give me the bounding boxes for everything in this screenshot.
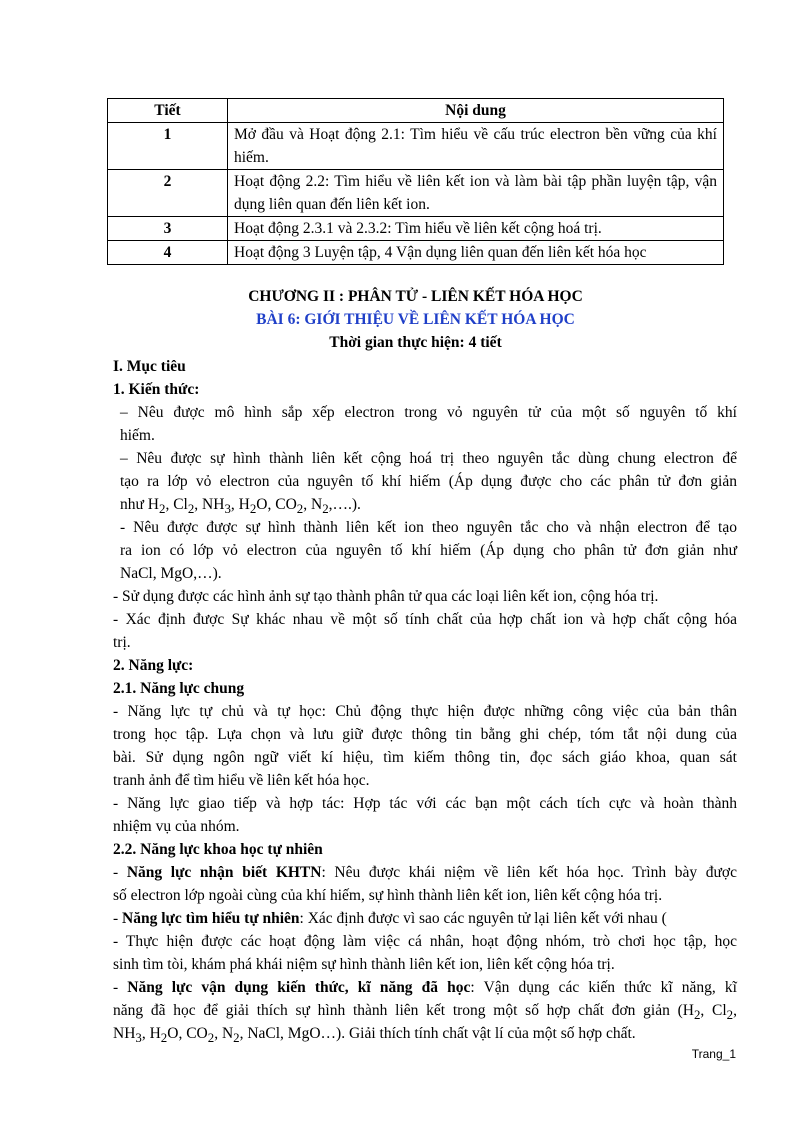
table-row (108, 217, 724, 241)
page-number-footer: Trang_1 (691, 1047, 736, 1061)
science-item-4-line-1: - Năng lực vận dụng kiến thức, kĩ năng đã học: Vận dụng các kiến thức kĩ năng, kĩ (113, 979, 737, 996)
section-heading-competence: 2. Năng lực: (113, 657, 194, 674)
knowledge-item-1-line-1: – Nêu được mô hình sắp xếp electron trong vỏ nguyên tử của một số nguyên tố khí (120, 404, 737, 421)
knowledge-item-2-line-1: – Nêu được sự hình thành liên kết cộng hoá trị theo nguyên tắc dùng chung electron để (120, 450, 737, 467)
table-cell-period: 1 (108, 123, 228, 170)
knowledge-item-2-line-2: tạo ra lớp vỏ electron của nguyên tố khí hiếm (Áp dụng được cho các phân tử đơn giản (120, 473, 737, 490)
table-cell-period: 3 (108, 217, 228, 241)
table-row (108, 123, 724, 170)
section-heading-general-competence: 2.1. Năng lực chung (113, 680, 245, 697)
table-row (108, 241, 724, 265)
chapter-title: CHƯƠNG II : PHÂN TỬ - LIÊN KẾT HÓA HỌC (248, 288, 583, 305)
general-item-1-line-3: bài. Sử dụng ngôn ngữ viết kí hiệu, tìm kiếm thông tin, đọc sách giáo khoa, quan sát (113, 749, 737, 766)
section-heading-science-competence: 2.2. Năng lực khoa học tự nhiên (113, 841, 323, 858)
lesson-schedule-table (107, 98, 724, 265)
general-item-1-line-2: trong học tập. Lựa chọn và lưu giữ được thông tin bằng ghi chép, tóm tắt nội dung của (113, 726, 737, 743)
table-cell-period: 4 (108, 241, 228, 265)
knowledge-item-1-line-2: hiếm. (120, 427, 155, 444)
science-item-1-line-1: - Năng lực nhận biết KHTN: Nêu được khái niệm về liên kết hóa học. Trình bày được (113, 864, 737, 881)
table-row (108, 170, 724, 217)
duration-text: Thời gian thực hiện: 4 tiết (329, 334, 502, 351)
table-cell-content: Hoạt động 2.2: Tìm hiểu về liên kết ion và làm bài tập phần luyện tập, vận dụng liên quan đến liên kết ion. (228, 170, 724, 217)
section-heading-knowledge: 1. Kiến thức: (113, 381, 200, 398)
general-item-1-line-1: - Năng lực tự chủ và tự học: Chủ động thực hiện được những công việc của bản thân (113, 703, 737, 720)
science-item-3-line-1: - Thực hiện được các hoạt động làm việc cá nhân, hoạt động nhóm, trò chơi học tập, học (113, 933, 737, 950)
science-item-4-line-2: năng đã học để giải thích sự hình thành liên kết trong một số hợp chất đơn giản ($H_2$, $Cl_2$, (113, 1002, 737, 1023)
table-header-row (108, 99, 724, 123)
general-item-2-line-1: - Năng lực giao tiếp và hợp tác: Hợp tác với các bạn một cách tích cực và hoàn thành (113, 795, 737, 812)
science-item-1-line-2: số electron lớp ngoài cùng của khí hiếm, sự hình thành liên kết ion, liên kết cộng hóa trị. (113, 887, 663, 904)
general-item-2-line-2: nhiệm vụ của nhóm. (113, 818, 240, 835)
knowledge-item-3-line-2: ra ion có lớp vỏ electron của nguyên tố khí hiếm (Áp dụng cho phân tử đơn giản như (120, 542, 737, 559)
table-cell-period: 2 (108, 170, 228, 217)
table-cell-content: Mở đầu và Hoạt động 2.1: Tìm hiểu về cấu trúc electron bền vững của khí hiếm. (228, 123, 724, 170)
knowledge-item-4-line-1: - Sử dụng được các hình ảnh sự tạo thành phân tử qua các loại liên kết ion, cộng hóa trị. (113, 588, 659, 605)
table-header-content: Nội dung (228, 99, 724, 123)
table-cell-content: Hoạt động 2.3.1 và 2.3.2: Tìm hiểu về liên kết cộng hoá trị. (228, 217, 724, 241)
section-heading-objectives: I. Mục tiêu (113, 358, 186, 375)
science-item-2-line-1: - Năng lực tìm hiểu tự nhiên: Xác định được vì sao các nguyên tử lại liên kết với nhau ( (113, 910, 667, 927)
general-item-1-line-4: tranh ảnh để tìm hiểu về liên kết hóa học. (113, 772, 370, 789)
table-header-period: Tiết (108, 99, 228, 123)
science-item-3-line-2: sinh tìm tòi, khám phá khái niệm sự hình thành liên kết ion, liên kết cộng hóa trị. (113, 956, 615, 973)
lesson-title: BÀI 6: GIỚI THIỆU VỀ LIÊN KẾT HÓA HỌC (256, 311, 575, 328)
knowledge-item-3-line-3: NaCl, MgO,…). (120, 565, 222, 582)
knowledge-item-3-line-1: - Nêu được được sự hình thành liên kết ion theo nguyên tắc cho và nhận electron để tạo (120, 519, 737, 536)
knowledge-item-2-line-3: như $H_2$, $Cl_2$, $NH_3$, $H_2O$, $CO_2$, $N_2,\dots$.). (120, 496, 361, 517)
knowledge-item-5-line-2: trị. (113, 634, 131, 651)
table-cell-content: Hoạt động 3 Luyện tập, 4 Vận dụng liên quan đến liên kết hóa học (228, 241, 724, 265)
knowledge-item-5-line-1: - Xác định được Sự khác nhau về một số tính chất của hợp chất ion và hợp chất cộng hóa (113, 611, 737, 628)
science-item-4-line-3: $NH_3$, $H_2O$, $CO_2$, $N_2$, NaCl, MgO…). Giải thích tính chất vật lí của một số hợp chất. (113, 1025, 636, 1046)
